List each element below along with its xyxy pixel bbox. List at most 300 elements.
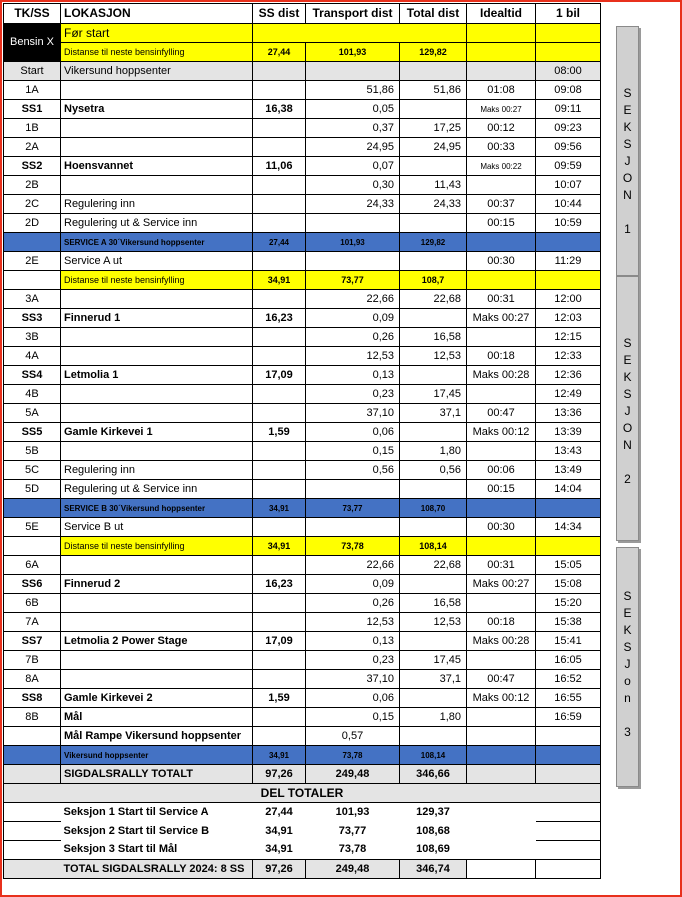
car-time: 14:04 [536, 480, 601, 499]
car-time: 10:07 [536, 176, 601, 195]
fuel-distance-label: Distanse til neste bensinfylling [61, 271, 253, 290]
tc-code: 1B [4, 119, 61, 138]
col-header-transport-dist: Transport dist [306, 4, 400, 24]
total-dist [400, 309, 467, 328]
location: Gamle Kirkevei 2 [61, 689, 253, 708]
section-total: 129,37 [416, 805, 450, 818]
service-transport: 73,78 [306, 746, 400, 765]
blank [536, 803, 601, 822]
rally-schedule-table [3, 3, 601, 879]
blank [400, 518, 467, 537]
tc-code: 2B [4, 176, 61, 195]
car-time: 12:49 [536, 385, 601, 404]
special-stage-row [4, 575, 601, 594]
ss-dist: 1,59 [253, 689, 306, 708]
tc-code: 2C [4, 195, 61, 214]
blank [4, 765, 61, 784]
transport-dist [306, 62, 400, 81]
section-total: 108,68 [416, 824, 450, 837]
blank [536, 499, 601, 518]
car-time: 12:03 [536, 309, 601, 328]
total-dist: 0,56 [400, 461, 467, 480]
idealtid: Maks 00:28 [467, 366, 536, 385]
car-time: 09:08 [536, 81, 601, 100]
location: Letmolia 2 Power Stage [61, 632, 253, 651]
time-control-row [4, 176, 601, 195]
ss-dist [253, 347, 306, 366]
transport-dist: 12,53 [306, 347, 400, 366]
blank [400, 252, 467, 271]
rally-total-total: 346,66 [400, 765, 467, 784]
blank [4, 271, 61, 290]
location [61, 442, 253, 461]
blank [536, 727, 601, 746]
special-stage-row [4, 423, 601, 442]
special-stage-row [4, 309, 601, 328]
ss-dist [253, 385, 306, 404]
seksjon-letter: o [624, 674, 631, 688]
del-totaler-heading: DEL TOTALER [4, 784, 601, 803]
idealtid: 00:30 [467, 518, 536, 537]
ss-dist: 16,23 [253, 309, 306, 328]
transport-dist: 0,15 [306, 442, 400, 461]
seksjon-letter: K [623, 370, 632, 384]
seksjon-letter: E [623, 103, 632, 117]
transport-dist: 0,13 [306, 632, 400, 651]
fuel-total: 108,14 [400, 537, 467, 556]
idealtid: Maks 00:22 [467, 157, 536, 176]
blank [4, 537, 61, 556]
seksjon-letter: J [624, 657, 631, 671]
special-stage-row [4, 366, 601, 385]
transport-dist: 37,10 [306, 670, 400, 689]
ss-dist: 1,59 [253, 423, 306, 442]
grand-total-ss: 97,26 [253, 860, 306, 879]
total-dist [400, 100, 467, 119]
section-ss: 34,91 [265, 824, 293, 837]
idealtid: 00:47 [467, 670, 536, 689]
location: Regulering inn [61, 461, 253, 480]
blank [4, 860, 61, 879]
transport-dist: 0,23 [306, 385, 400, 404]
time-control-row [4, 480, 601, 499]
car-time: 09:11 [536, 100, 601, 119]
transport-dist: 0,37 [306, 119, 400, 138]
location: Service A ut [61, 252, 253, 271]
total-dist: 11,43 [400, 176, 467, 195]
location [61, 176, 253, 195]
transport-dist: 0,05 [306, 100, 400, 119]
service-transport: 73,77 [306, 499, 400, 518]
tc-code: 2A [4, 138, 61, 157]
transport-dist: 0,26 [306, 594, 400, 613]
total-dist [400, 480, 467, 499]
location [61, 651, 253, 670]
blank [306, 252, 400, 271]
total-dist: 1,80 [400, 442, 467, 461]
idealtid: Maks 00:27 [467, 100, 536, 119]
transport-dist: 22,66 [306, 556, 400, 575]
total-dist [400, 632, 467, 651]
tc-code: SS4 [4, 366, 61, 385]
transport-dist: 0,15 [306, 708, 400, 727]
total-dist: 22,68 [400, 290, 467, 309]
blank [467, 860, 536, 879]
special-stage-row [4, 632, 601, 651]
seksjon-letter: N [623, 438, 632, 452]
blank [536, 746, 601, 765]
ss-dist [253, 138, 306, 157]
location: Vikersund hoppsenter [61, 62, 253, 81]
total-dist: 51,86 [400, 81, 467, 100]
transport-dist: 51,86 [306, 81, 400, 100]
fuel-transport: 73,78 [306, 537, 400, 556]
fuel-transport: 73,77 [306, 271, 400, 290]
fuel-distance-label: Distanse til neste bensinfylling [61, 537, 253, 556]
blank [467, 803, 536, 822]
col-header-idealtid: Idealtid [467, 4, 536, 24]
finish-ramp-row [4, 727, 601, 746]
idealtid: 00:18 [467, 613, 536, 632]
car-time: 15:05 [536, 556, 601, 575]
blank [4, 499, 61, 518]
total-dist: 16,58 [400, 328, 467, 347]
transport-dist: 0,06 [306, 689, 400, 708]
car-time: 16:52 [536, 670, 601, 689]
location: Letmolia 1 [61, 366, 253, 385]
car-time: 16:55 [536, 689, 601, 708]
tc-code: 8A [4, 670, 61, 689]
grand-total-row [4, 860, 601, 879]
idealtid: 00:12 [467, 119, 536, 138]
total-dist [400, 575, 467, 594]
tc-code: 3A [4, 290, 61, 309]
car-time: 12:00 [536, 290, 601, 309]
location: Regulering ut & Service inn [61, 480, 253, 499]
section-total-label: Seksjon 1 Start til Service A [63, 805, 209, 818]
ss-dist: 11,06 [253, 157, 306, 176]
seksjon-letter: S [623, 589, 632, 603]
time-control-row [4, 461, 601, 480]
blank [253, 727, 306, 746]
ss-dist [253, 119, 306, 138]
tc-code: 2E [4, 252, 61, 271]
idealtid: 00:15 [467, 480, 536, 499]
car-time: 15:41 [536, 632, 601, 651]
car-time: 09:23 [536, 119, 601, 138]
section-total-row [4, 822, 601, 841]
grand-total-transport: 249,48 [306, 860, 400, 879]
tc-code: SS8 [4, 689, 61, 708]
idealtid: 00:33 [467, 138, 536, 157]
car-time: 15:20 [536, 594, 601, 613]
location: Finnerud 2 [61, 575, 253, 594]
tc-code: 6A [4, 556, 61, 575]
location [61, 594, 253, 613]
car-time: 16:05 [536, 651, 601, 670]
total-dist: 37,1 [400, 670, 467, 689]
rally-total-transport: 249,48 [306, 765, 400, 784]
idealtid: 00:15 [467, 214, 536, 233]
time-control-row [4, 138, 601, 157]
tc-code: 5A [4, 404, 61, 423]
transport-dist: 0,09 [306, 575, 400, 594]
idealtid [467, 176, 536, 195]
location: Mål Rampe Vikersund hoppsenter [61, 727, 253, 746]
blank [536, 822, 601, 841]
time-control-row [4, 290, 601, 309]
ss-dist [253, 176, 306, 195]
transport-dist: 37,10 [306, 404, 400, 423]
total-dist: 22,68 [400, 556, 467, 575]
service-row [4, 746, 601, 765]
fuel-distance-row [4, 43, 601, 62]
car-time: 12:33 [536, 347, 601, 366]
fuel-transport: 101,93 [306, 43, 400, 62]
idealtid: 00:31 [467, 290, 536, 309]
total-dist: 37,1 [400, 404, 467, 423]
total-dist [400, 214, 467, 233]
del-totaler-row [4, 784, 601, 803]
car-time: 12:15 [536, 328, 601, 347]
car-time: 11:29 [536, 252, 601, 271]
ss-dist [253, 62, 306, 81]
transport-dist: 24,33 [306, 195, 400, 214]
ss-dist [253, 594, 306, 613]
seksjon-letter: O [622, 171, 633, 185]
idealtid: 00:37 [467, 195, 536, 214]
blank [467, 233, 536, 252]
seksjon-letter: S [623, 387, 632, 401]
col-header-ss-dist: SS dist [253, 4, 306, 24]
car-time: 15:38 [536, 613, 601, 632]
fuel-distance-label: Distanse til neste bensinfylling [61, 43, 253, 62]
seksjon-letter: S [623, 640, 632, 654]
tc-code: 3B [4, 328, 61, 347]
idealtid [467, 385, 536, 404]
seksjon-number: 1 [624, 222, 631, 236]
ss-dist: 16,23 [253, 575, 306, 594]
blank [4, 803, 61, 822]
seksjon-letter: S [623, 336, 632, 350]
total-dist: 24,95 [400, 138, 467, 157]
blank [253, 252, 306, 271]
service-transport: 101,93 [306, 233, 400, 252]
blank [467, 727, 536, 746]
tc-code: SS3 [4, 309, 61, 328]
car-time: 13:39 [536, 423, 601, 442]
location [61, 556, 253, 575]
tc-code: SS5 [4, 423, 61, 442]
idealtid: 00:06 [467, 461, 536, 480]
special-stage-row [4, 100, 601, 119]
total-dist: 24,33 [400, 195, 467, 214]
ss-dist: 17,09 [253, 632, 306, 651]
service-row [4, 499, 601, 518]
blank [253, 518, 306, 537]
ss-dist [253, 613, 306, 632]
ss-dist [253, 290, 306, 309]
blank [536, 841, 601, 860]
seksjon-letter: O [622, 421, 633, 435]
idealtid [467, 708, 536, 727]
tc-code: 4A [4, 347, 61, 366]
location [61, 385, 253, 404]
idealtid [467, 651, 536, 670]
col-header-total-dist: Total dist [400, 4, 467, 24]
transport-dist [306, 480, 400, 499]
location [61, 119, 253, 138]
blank [536, 233, 601, 252]
transport-dist: 0,06 [306, 423, 400, 442]
transport-dist: 0,13 [306, 366, 400, 385]
tc-code: 4B [4, 385, 61, 404]
transport-dist: 0,07 [306, 157, 400, 176]
tc-code: 5E [4, 518, 61, 537]
transport-dist: 0,57 [306, 727, 400, 746]
time-control-row [4, 670, 601, 689]
service-row [4, 233, 601, 252]
blank [467, 822, 536, 841]
service-ss: 34,91 [253, 499, 306, 518]
time-control-row [4, 594, 601, 613]
car-time: 13:49 [536, 461, 601, 480]
blank [4, 746, 61, 765]
blank [4, 727, 61, 746]
transport-dist: 24,95 [306, 138, 400, 157]
fuel-ss: 27,44 [253, 43, 306, 62]
service-total: 108,14 [400, 746, 467, 765]
ss-dist [253, 556, 306, 575]
ss-dist [253, 670, 306, 689]
time-control-row [4, 328, 601, 347]
idealtid: 00:18 [467, 347, 536, 366]
total-dist [400, 423, 467, 442]
time-control-row [4, 385, 601, 404]
section-transport: 101,93 [335, 805, 370, 818]
seksjon-letter: E [623, 606, 632, 620]
blank [467, 537, 536, 556]
col-header-bil: 1 bil [536, 4, 601, 24]
total-dist: 17,25 [400, 119, 467, 138]
car-time: 13:36 [536, 404, 601, 423]
header-row [4, 4, 601, 24]
rally-total-label: SIGDALSRALLY TOTALT [61, 765, 253, 784]
seksjon-number: 3 [624, 725, 631, 739]
seksjon-tab-3 [616, 547, 639, 787]
service-out-row [4, 518, 601, 537]
time-control-row [4, 613, 601, 632]
blank [467, 841, 536, 860]
ss-dist [253, 480, 306, 499]
location [61, 613, 253, 632]
location [61, 347, 253, 366]
tc-code: 7B [4, 651, 61, 670]
ss-dist: 17,09 [253, 366, 306, 385]
transport-dist: 0,30 [306, 176, 400, 195]
transport-dist: 0,23 [306, 651, 400, 670]
tc-code: 5D [4, 480, 61, 499]
total-dist: 12,53 [400, 347, 467, 366]
service-total: 129,82 [400, 233, 467, 252]
seksjon-letter: S [623, 137, 632, 151]
section-transport: 73,77 [338, 824, 367, 837]
fuel-total: 129,82 [400, 43, 467, 62]
service-out-row [4, 252, 601, 271]
time-control-row [4, 708, 601, 727]
total-dist [400, 366, 467, 385]
col-header-tk: TK/SS [4, 4, 61, 24]
location [61, 404, 253, 423]
idealtid [467, 328, 536, 347]
car-time: 09:59 [536, 157, 601, 176]
ss-dist: 16,38 [253, 100, 306, 119]
special-stage-row [4, 157, 601, 176]
location: Hoensvannet [61, 157, 253, 176]
section-ss: 34,91 [265, 843, 293, 856]
tc-code: SS7 [4, 632, 61, 651]
total-dist [400, 689, 467, 708]
idealtid: Maks 00:12 [467, 423, 536, 442]
fuel-distance-row [4, 271, 601, 290]
total-dist: 16,58 [400, 594, 467, 613]
ss-dist [253, 214, 306, 233]
section-ss: 27,44 [265, 805, 293, 818]
total-dist: 1,80 [400, 708, 467, 727]
time-control-row [4, 214, 601, 233]
idealtid: Maks 00:12 [467, 689, 536, 708]
transport-dist [306, 214, 400, 233]
time-control-row [4, 347, 601, 366]
total-dist: 17,45 [400, 385, 467, 404]
time-control-row [4, 81, 601, 100]
section-total-row [4, 803, 601, 822]
location [61, 138, 253, 157]
ss-dist [253, 651, 306, 670]
rally-total-ss: 97,26 [253, 765, 306, 784]
idealtid [467, 594, 536, 613]
transport-dist: 12,53 [306, 613, 400, 632]
ss-dist [253, 461, 306, 480]
blank [536, 765, 601, 784]
blank [4, 822, 61, 841]
col-header-lokasjon: LOKASJON [61, 4, 253, 24]
location [61, 81, 253, 100]
location: Gamle Kirkevei 1 [61, 423, 253, 442]
car-time: 10:44 [536, 195, 601, 214]
fuel-ss: 34,91 [253, 271, 306, 290]
idealtid: Maks 00:28 [467, 632, 536, 651]
location: Service B ut [61, 518, 253, 537]
car-time: 16:59 [536, 708, 601, 727]
blank [400, 727, 467, 746]
location: Regulering ut & Service inn [61, 214, 253, 233]
total-dist: 12,53 [400, 613, 467, 632]
grand-total-total: 346,74 [400, 860, 467, 879]
time-control-row [4, 442, 601, 461]
time-control-row [4, 556, 601, 575]
service-ss: 27,44 [253, 233, 306, 252]
seksjon-letter: N [623, 188, 632, 202]
car-time: 12:36 [536, 366, 601, 385]
seksjon-letter: J [624, 154, 631, 168]
blank [536, 271, 601, 290]
tc-code: 5B [4, 442, 61, 461]
tc-code: SS6 [4, 575, 61, 594]
idealtid [467, 62, 536, 81]
blank [467, 499, 536, 518]
bensin-cell: Bensin X [4, 24, 61, 62]
